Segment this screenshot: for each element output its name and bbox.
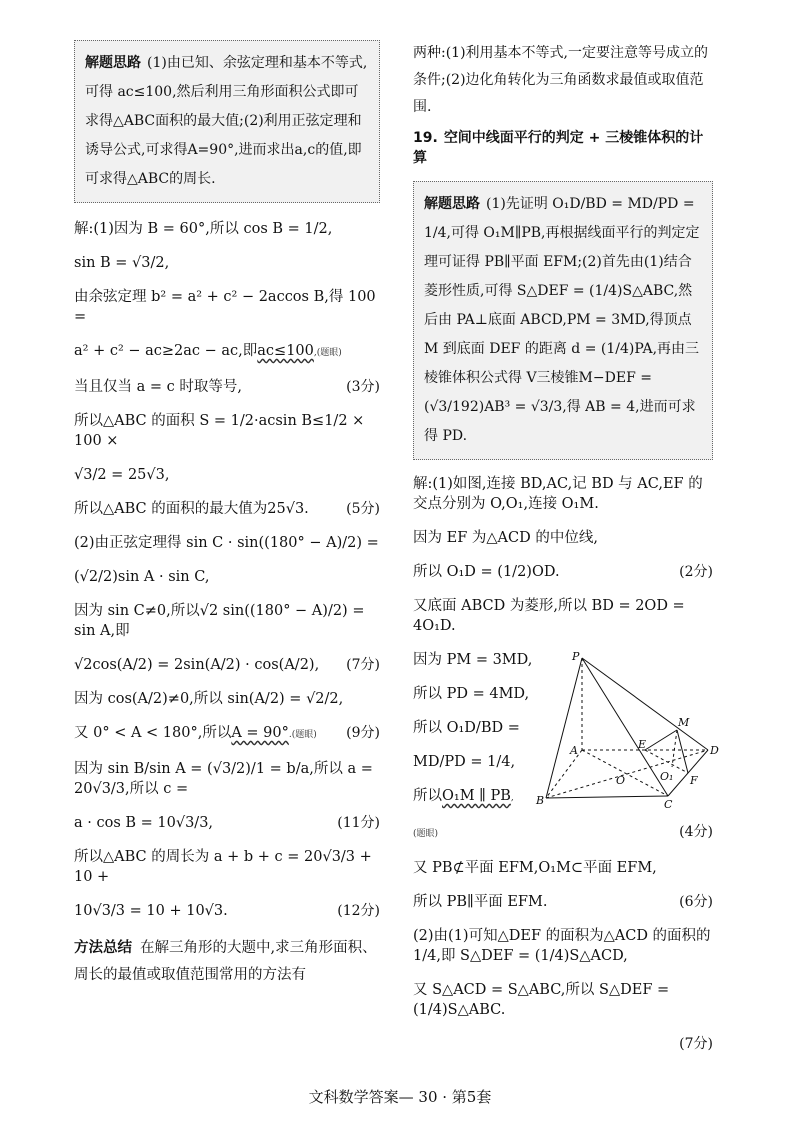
line-text: 所以△ABC 的面积 S = 1/2·acsin B≤1/2 × 100 × (74, 413, 369, 449)
line-text: 所以△ABC 的周长为 a + b + c = 20√3/3 + 10 + (74, 849, 377, 885)
box-text: (1)由已知、余弦定理和基本不等式,可得 ac≤100,然后利用三角形面积公式即可求得△ABC面积的最大值;(2)利用正弦定理和诱导公式,可求得A=90°,进而求出a,c的值,即可求得△ABC的周长. (85, 55, 368, 187)
label-O1: O₁ (660, 770, 674, 783)
solution-line (74, 499, 380, 519)
line-text: 10√3/3 = 10 + 10√3. (74, 903, 228, 919)
key-point-tag: .(题眼) (288, 730, 317, 740)
line-text: 因为 sin C≠0,所以√2 sin((180° − A)/2) = sin A,即 (74, 603, 370, 639)
solution-line (74, 465, 380, 485)
line-text: a · cos B = 10√3/3, (74, 815, 214, 831)
label-O: O (616, 774, 626, 787)
key-point-tag: , (510, 793, 514, 803)
box-heading: 解题思路 (424, 196, 480, 212)
solution-line (74, 723, 380, 745)
line-text: 又底面 ABCD 为菱形,所以 BD = 2OD = 4O₁D. (413, 598, 690, 634)
pyramid-figure (536, 650, 720, 811)
question-19-title (413, 127, 713, 167)
line-text: 所以△ABC 的面积的最大值为25√3. (74, 501, 309, 517)
line-text: 解:(1)因为 B = 60°,所以 cos B = 1/2, (74, 221, 333, 237)
left-column (74, 40, 380, 989)
solution-line (74, 759, 380, 799)
line-text: 因为 PM = 3MD, (413, 652, 533, 668)
line-text: 所以 PD = 4MD, (413, 686, 530, 702)
solution-line (413, 596, 713, 636)
line-text: 因为 sin B/sin A = (√3/2)/1 = b/a,所以 a = 20√3/3,所以 c = (74, 761, 378, 797)
solution-line (413, 822, 713, 844)
solution-line (413, 474, 713, 514)
method-summary (74, 935, 380, 989)
score-mark: (3分) (346, 379, 380, 395)
score-mark: (9分) (346, 725, 380, 741)
score-mark: (2分) (679, 564, 713, 580)
label-P: P (572, 650, 580, 663)
line-text: MD/PD = 1/4, (413, 754, 516, 770)
solution-line (74, 253, 380, 273)
label-A: A (570, 744, 578, 757)
line-text: (√2/2)sin A · sin C, (74, 569, 210, 585)
edge-BC (546, 796, 668, 798)
solution-line (74, 689, 380, 709)
summary-text: 在解三角形的大题中,求三角形面积、周长的最值或取值范围常用的方法有 (74, 940, 377, 983)
line-text: 因为 cos(A/2)≠0,所以 sin(A/2) = √2/2, (74, 691, 344, 707)
label-M: M (678, 716, 690, 729)
solution-line (74, 411, 380, 451)
score-mark: (6分) (679, 894, 713, 910)
solution-line (74, 341, 380, 363)
score-mark: (7分) (679, 1036, 713, 1052)
solution-line (74, 901, 380, 921)
key-point: A = 90° (231, 725, 289, 741)
score-mark: (5分) (346, 501, 380, 517)
question-number: 19. (413, 130, 438, 146)
line-text: 所以 O₁D = (1/2)OD. (413, 564, 560, 580)
score-mark: (12分) (337, 903, 380, 919)
question-topic: 空间中线面平行的判定 + 三棱锥体积的计算 (413, 130, 704, 166)
solution-line (413, 926, 716, 966)
box-heading: 解题思路 (85, 55, 141, 71)
score-mark: (11分) (337, 815, 380, 831)
label-B: B (536, 794, 545, 807)
line-text: 所以 (413, 788, 442, 804)
diag-AC (582, 750, 668, 796)
label-E: E (638, 738, 647, 751)
line-text: 又 S△ACD = S△ABC,所以 S△DEF = (1/4)S△ABC. (413, 982, 674, 1018)
key-point-tag: ,(题眼) (313, 348, 342, 358)
line-text: (2)由正弦定理得 sin C · sin((180° − A)/2) = (74, 535, 379, 551)
line-text: 又 0° < A < 180°,所以 (74, 725, 232, 741)
line-text: a² + c² − ac≥2ac − ac,即 (74, 343, 258, 359)
line-text: 因为 EF 为△ACD 的中位线, (413, 530, 598, 546)
solution-line (74, 847, 380, 887)
line-text: 又 PB⊄平面 EFM,O₁M⊂平面 EFM, (413, 860, 657, 876)
solution-line (74, 287, 380, 327)
label-D: D (710, 744, 719, 757)
edge-AB (546, 750, 582, 798)
solution-line (413, 528, 713, 548)
label-F: F (690, 774, 698, 787)
solution-line (74, 533, 380, 553)
summary-heading: 方法总结 (74, 940, 132, 956)
solution-line (74, 377, 380, 397)
right-column (413, 40, 716, 1054)
line-text: √2cos(A/2) = 2sin(A/2) · cos(A/2), (74, 657, 320, 673)
segment-MO1 (672, 730, 677, 767)
score-mark: (4分) (679, 824, 713, 840)
line-text: 解:(1)如图,连接 BD,AC,记 BD 与 AC,EF 的交点分别为 O,O₁,连接 O₁M. (413, 476, 703, 512)
solution-line (74, 655, 380, 675)
solution-18 (74, 219, 380, 921)
key-point: O₁M ∥ PB (442, 788, 511, 804)
solution-line (413, 892, 713, 912)
line-text: 所以 O₁D/BD = (413, 720, 520, 736)
page-footer: 文科数学答案— 30 · 第5套 (308, 1088, 492, 1106)
label-C: C (664, 798, 673, 811)
solution-line (74, 567, 380, 587)
line-text: √3/2 = 25√3, (74, 467, 170, 483)
solution-idea-box-18 (74, 40, 380, 203)
summary-continuation: 两种:(1)利用基本不等式,一定要注意等号成立的条件;(2)边化角转化为三角函数求最值或取值范围. (413, 45, 708, 115)
key-point: ac≤100 (257, 343, 314, 359)
solution-line (413, 858, 713, 878)
solution-line (74, 813, 380, 833)
segment-MF (677, 730, 688, 773)
edge-PD (582, 658, 708, 750)
edge-PB (546, 658, 582, 798)
box-text: (1)先证明 O₁D/BD = MD/PD = 1/4,可得 O₁M∥PB,再根据线面平行的判定定理可证得 PB∥平面 EFM;(2)首先由(1)结合菱形性质,可得 S△DEF = (1/4)S△ABC,然后由 PA⊥底面 ABCD,PM = 3MD,得顶点 M 到底面 DEF 的距离 d = (1/4)PA,再由三棱锥体积公式得 V三棱锥M−DEF = (√3/192)AB³ = √3/3,得 AB = 4,进而可求得 PD. (424, 196, 700, 444)
solution-line (413, 562, 713, 582)
line-text: 当且仅当 a = c 时取等号, (74, 379, 242, 395)
score-mark: (7分) (346, 657, 380, 673)
key-point-tag: (题眼) (413, 829, 439, 839)
solution-line (74, 601, 380, 641)
line-text: 由余弦定理 b² = a² + c² − 2accos B,得 100 = (74, 289, 381, 325)
solution-idea-box-19 (413, 181, 713, 460)
line-text: sin B = √3/2, (74, 255, 170, 271)
segment-ME (645, 730, 677, 750)
line-text: (2)由(1)可知△DEF 的面积为△ACD 的面积的 1/4,即 S△DEF = (1/4)S△ACD, (413, 928, 716, 964)
solution-line (413, 980, 713, 1020)
line-text: 所以 PB∥平面 EFM. (413, 894, 548, 910)
solution-line (74, 219, 380, 239)
